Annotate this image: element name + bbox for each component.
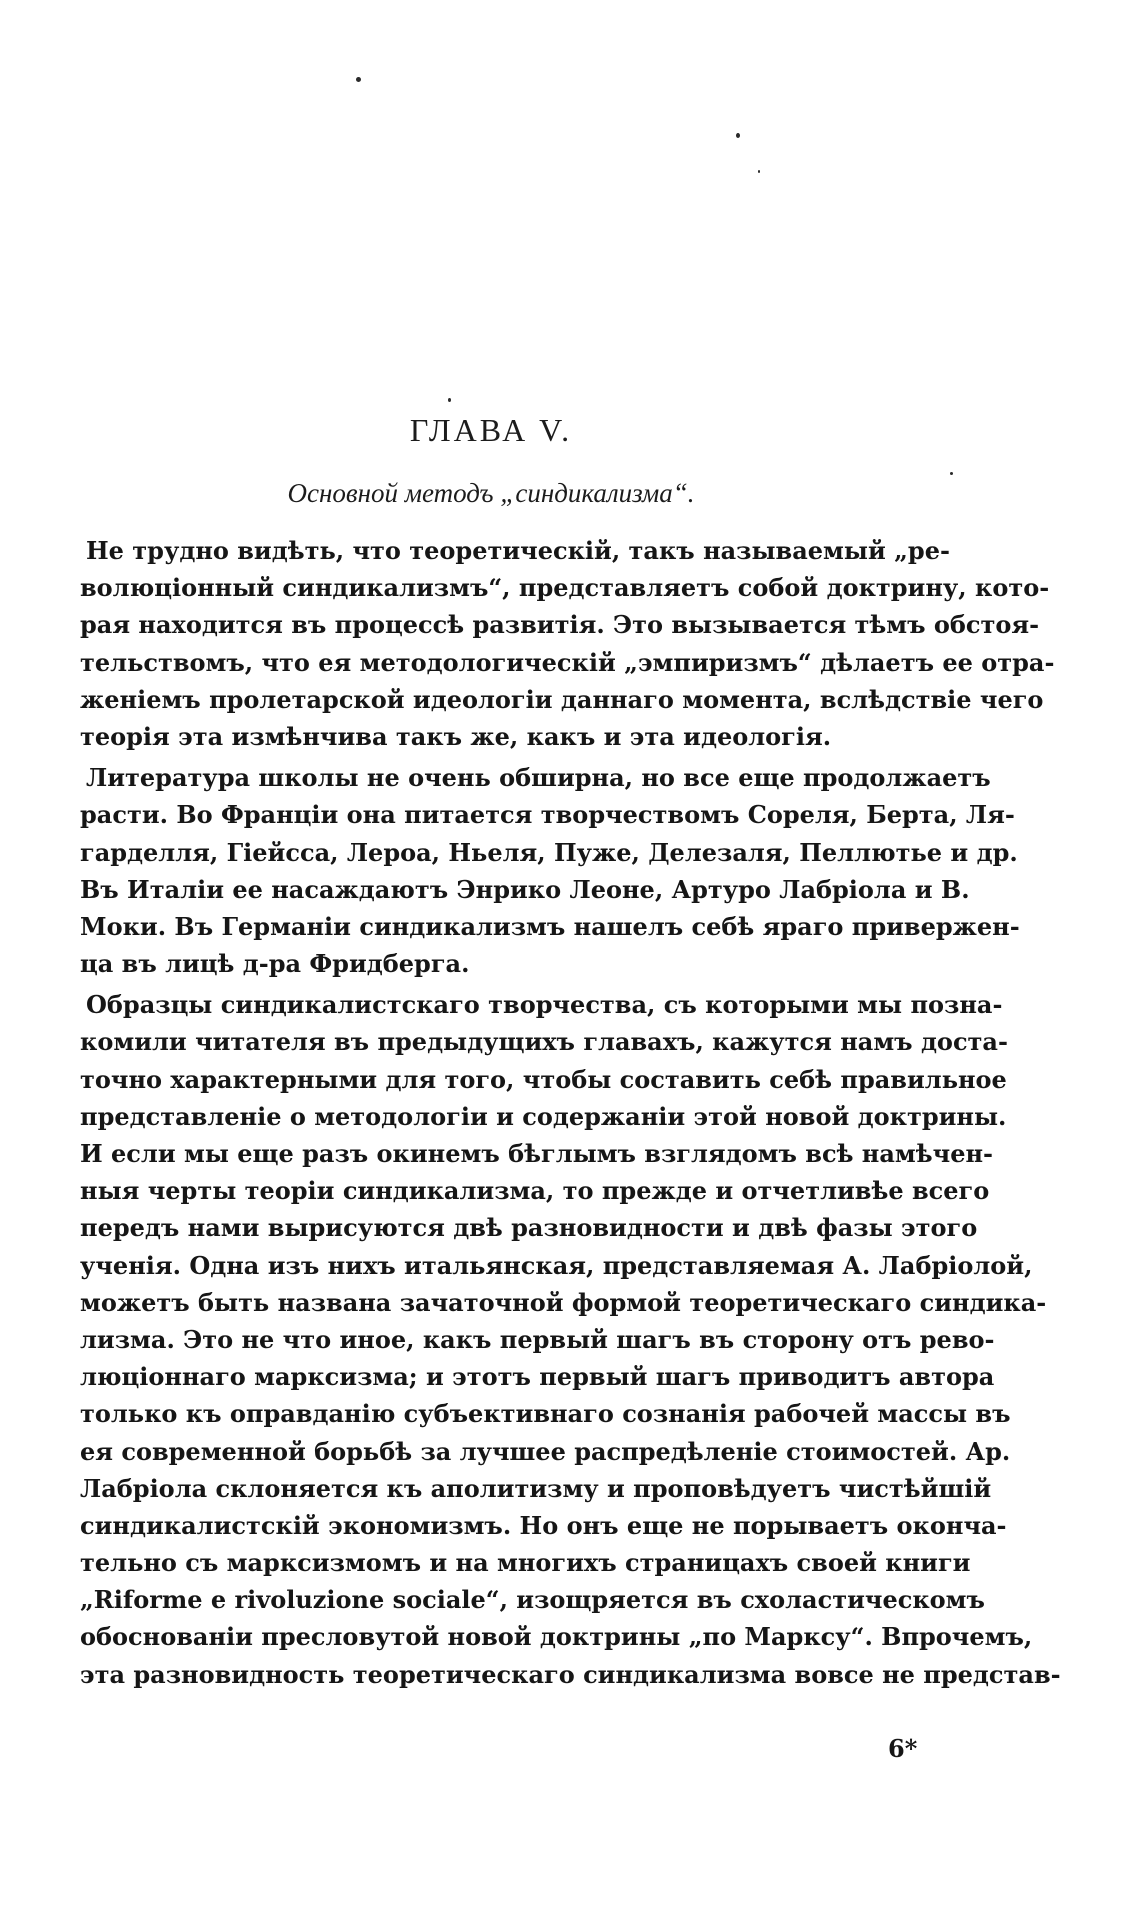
text-line: ученія. Одна изъ нихъ итальянская, представляемая А. Лабріолой, <box>80 1250 1033 1280</box>
text-line: передъ нами вырисуются двѣ разновидности и двѣ фазы этого <box>80 1213 978 1243</box>
text-line: ца въ лицѣ д-ра Фридберга. <box>80 949 470 979</box>
scan-speck <box>736 133 740 138</box>
paragraph <box>80 986 1061 1693</box>
text-line: Въ Италіи ее насаждаютъ Энрико Леоне, Артуро Лабріола и В. <box>80 874 970 904</box>
text-line: представленіе о методологіи и содержаніи этой новой доктрины. <box>80 1101 1007 1131</box>
text-line: теорія эта измѣнчива такъ же, какъ и эта идеологія. <box>80 721 832 751</box>
text-line: точно характерными для того, чтобы составить себѣ правильное <box>80 1064 1007 1094</box>
text-line: синдикалистскій экономизмъ. Но онъ еще не порываетъ оконча- <box>80 1510 1007 1540</box>
paragraph <box>80 532 1055 755</box>
text-line: волюціонный синдикализмъ“, представляетъ собой доктрину, кото- <box>80 573 1050 603</box>
text-line: Образцы синдикалистскаго творчества, съ которыми мы позна- <box>86 990 1003 1020</box>
text-line: комили читателя въ предыдущихъ главахъ, кажутся намъ доста- <box>80 1027 1008 1057</box>
scan-speck <box>356 77 361 82</box>
chapter-subtitle: Основной методъ „синдикализма“. <box>287 478 695 508</box>
text-line: И если мы еще разъ окинемъ бѣглымъ взглядомъ всѣ намѣчен- <box>80 1139 993 1168</box>
text-line: тельствомъ, что ея методологическій „эмпиризмъ“ дѣлаетъ ее отра- <box>80 647 1055 677</box>
text-line: Лабріола склоняется къ аполитизму и проповѣдуетъ чистѣйшій <box>80 1473 992 1503</box>
body-text <box>80 532 1061 1693</box>
text-line: расти. Во Франціи она питается творчествомъ Сореля, Берта, Ля- <box>80 800 1015 830</box>
text-line: обоснованіи пресловутой новой доктрины „по Марксу“. Впрочемъ, <box>80 1622 1033 1652</box>
scan-speck <box>448 398 451 402</box>
text-line: эта разновидность теоретическаго синдикализма вовсе не представ- <box>80 1659 1061 1689</box>
signature-mark: 6* <box>888 1734 918 1763</box>
text-line: Литература школы не очень обширна, но все еще продолжаетъ <box>86 763 991 793</box>
text-line: лизма. Это не что иное, какъ первый шагъ въ сторону отъ рево- <box>80 1324 995 1354</box>
text-line: только къ оправданію субъективнаго сознанія рабочей массы въ <box>80 1399 1011 1429</box>
paragraph <box>80 759 1020 982</box>
text-line: женіемъ пролетарской идеологіи даннаго момента, вслѣдствіе чего <box>80 684 1044 714</box>
text-line: тельно съ марксизмомъ и на многихъ страницахъ своей книги <box>80 1548 971 1578</box>
scan-speck <box>950 472 953 475</box>
chapter-heading: ГЛАВА V. <box>409 412 573 448</box>
text-line: Моки. Въ Германіи синдикализмъ нашелъ себѣ яраго привержен- <box>80 911 1020 941</box>
text-line: рая находится въ процессѣ развитія. Это вызывается тѣмъ обстоя- <box>80 610 1040 640</box>
text-line: Не трудно видѣть, что теоретическій, такъ называемый „ре- <box>86 536 950 565</box>
scan-speck <box>758 170 760 173</box>
text-line: гарделля, Гіейсса, Лероа, Ньеля, Пуже, Делезаля, Пеллютье и др. <box>80 837 1018 867</box>
text-line: ея современной борьбѣ за лучшее распредѣленіе стоимостей. Ар. <box>80 1436 1011 1466</box>
text-line: можетъ быть названа зачаточной формой теоретическаго синдика- <box>80 1287 1047 1317</box>
text-line: „Riforme e rivoluzione sociale“, изощряется въ схоластическомъ <box>80 1585 985 1615</box>
text-line: ныя черты теоріи синдикализма, то прежде и отчетливѣе всего <box>80 1176 990 1206</box>
text-line: люціоннаго марксизма; и этотъ первый шагъ приводитъ автора <box>80 1362 995 1392</box>
